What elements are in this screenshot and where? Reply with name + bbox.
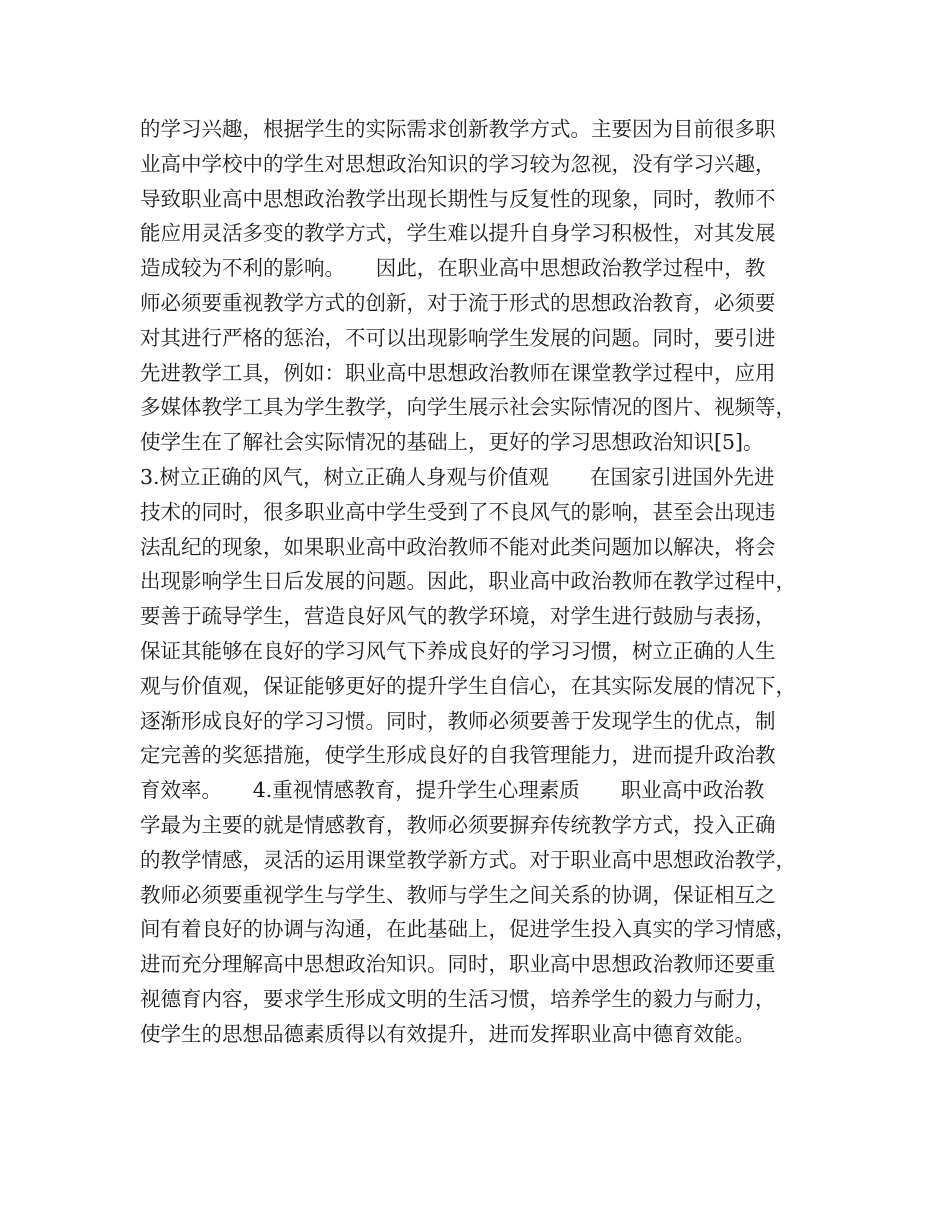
text-line: 能应用灵活多变的教学方式，学生难以提升自身学习积极性，对其发展 — [140, 221, 776, 246]
text-line: 出现影响学生日后发展的问题。因此，职业高中政治教师在教学过程中， — [140, 569, 796, 594]
text-line: 育效率。 4.重视情感教育，提升学生心理素质 职业高中政治教 — [140, 778, 765, 803]
text-line: 师必须要重视教学方式的创新，对于流于形式的思想政治教育，必须要 — [140, 290, 776, 315]
text-line: 定完善的奖惩措施，使学生形成良好的自我管理能力，进而提升政治教 — [140, 743, 776, 768]
text-line: 的学习兴趣，根据学生的实际需求创新教学方式。主要因为目前很多职 — [140, 117, 776, 141]
text-line: 导致职业高中思想政治教学出现长期性与反复性的现象，同时，教师不 — [140, 186, 776, 211]
text-line: 间有着良好的协调与沟通，在此基础上，促进学生投入真实的学习情感， — [140, 917, 796, 942]
text-line: 观与价值观，保证能够更好的提升学生自信心，在其实际发展的情况下， — [140, 673, 796, 698]
text-line: 视德育内容，要求学生形成文明的生活习惯，培养学生的毅力与耐力， — [140, 986, 776, 1011]
text-line: 使学生的思想品德素质得以有效提升，进而发挥职业高中德育效能。 — [140, 1021, 755, 1046]
text-line: 教师必须要重视学生与学生、教师与学生之间关系的协调，保证相互之 — [140, 882, 776, 907]
text-line: 保证其能够在良好的学习风气下养成良好的学习习惯，树立正确的人生 — [140, 638, 776, 663]
text-line: 逐渐形成良好的学习习惯。同时，教师必须要善于发现学生的优点，制 — [140, 708, 776, 733]
text-line: 业高中学校中的学生对思想政治知识的学习较为忽视，没有学习兴趣， — [140, 151, 776, 176]
text-line: 的教学情感，灵活的运用课堂教学新方式。对于职业高中思想政治教学， — [140, 847, 796, 872]
text-line: 造成较为不利的影响。 因此，在职业高中思想政治教学过程中，教 — [140, 256, 766, 281]
text-line: 3.树立正确的风气，树立正确人身观与价值观 在国家引进国外先进 — [140, 464, 775, 489]
text-line: 多媒体教学工具为学生教学，向学生展示社会实际情况的图片、视频等， — [140, 395, 796, 420]
text-line: 先进教学工具，例如：职业高中思想政治教师在课堂教学过程中，应用 — [140, 360, 776, 385]
text-line: 对其进行严格的惩治，不可以出现影响学生发展的问题。同时，要引进 — [140, 325, 776, 350]
text-line: 进而充分理解高中思想政治知识。同时，职业高中思想政治教师还要重 — [140, 952, 776, 977]
text-line: 使学生在了解社会实际情况的基础上，更好的学习思想政治知识[5]。 — [140, 430, 764, 455]
text-line: 学最为主要的就是情感教育，教师必须要摒弃传统教学方式，投入正确 — [140, 812, 776, 837]
body-text — [140, 112, 840, 1052]
text-line: 法乱纪的现象，如果职业高中政治教师不能对此类问题加以解决，将会 — [140, 534, 776, 559]
text-line: 要善于疏导学生，营造良好风气的教学环境，对学生进行鼓励与表扬， — [140, 604, 776, 629]
text-line: 技术的同时，很多职业高中学生受到了不良风气的影响，甚至会出现违 — [140, 499, 776, 524]
